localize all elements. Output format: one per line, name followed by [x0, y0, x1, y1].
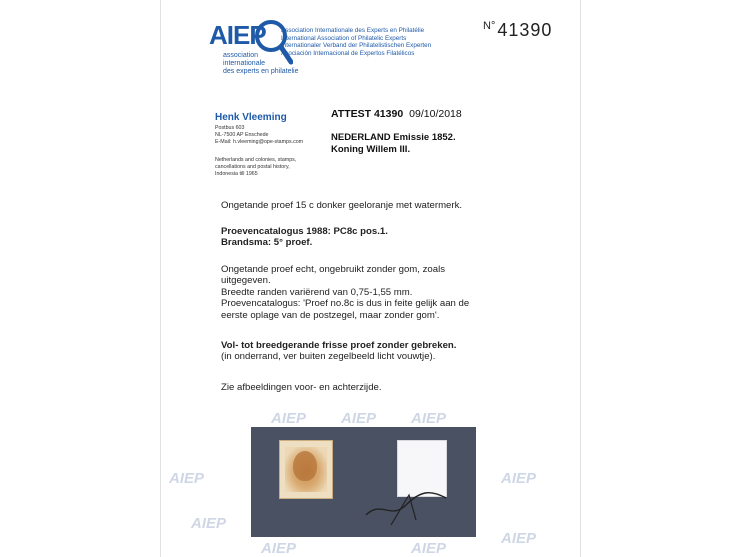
watermark-logo: AIEP	[411, 410, 447, 427]
signature-icon	[361, 470, 451, 530]
expert-name: Henk Vleeming	[215, 112, 287, 123]
expert-address: Postbus 603 NL-7500 AP Enschede E-Mail: h.vleeming@ope-stamps.com	[215, 125, 304, 145]
attest-date: 09/10/2018	[409, 108, 462, 120]
watermark-logo: AIEP	[501, 530, 537, 547]
watermark-logo: AIEP	[169, 470, 205, 487]
watermark-logo: AIEP	[501, 470, 537, 487]
expert-description: Netherlands and colonies, stamps, cancellations and postal history, Indonesia till 1965	[215, 157, 297, 177]
association-names: Association Internationale des Experts en Philatélie International Association of Philatelic Experts Internationaler Verband der Philatelistischen Experten Asociación Internacional de Expertos Filatélicos	[281, 27, 432, 57]
watermark-logo: AIEP	[191, 515, 227, 532]
stamp-front-image	[279, 440, 333, 499]
logo-text: AIEP	[209, 20, 266, 50]
description-paragraph: Ongetande proef 15 c donker geeloranje met watermerk.	[221, 200, 463, 211]
opinion-paragraph: Ongetande proef echt, ongebruikt zonder gom, zoals uitgegeven. Breedte randen variërend van 0,75-1,55 mm. Proevencatalogus: 'Proef no.8c is dus in feite gelijk aan de eerste oplage van de postzegel, maar zonder gom'.	[221, 264, 470, 321]
watermark-logo: AIEP	[411, 540, 447, 557]
certificate-number: $^{N^\circ}$ 41390	[483, 20, 553, 40]
logo-subtitle: association internationale des experts en philatelie	[223, 52, 299, 75]
watermark-logo: AIEP	[271, 410, 307, 427]
catalogue-paragraph: Proevencatalogus 1988: PC8c pos.1. Brandsma: 5° proef.	[221, 226, 388, 249]
certificate-sheet	[160, 0, 581, 557]
attest-heading: ATTEST 41390 09/10/2018	[331, 108, 462, 120]
watermark-logo: AIEP	[341, 410, 377, 427]
issue-title: NEDERLAND Emissie 1852. Koning Willem III.	[331, 132, 456, 155]
portrait-shape	[293, 451, 317, 481]
images-note: Zie afbeeldingen voor- en achterzijde.	[221, 382, 382, 393]
watermark-logo: AIEP	[261, 540, 297, 557]
condition-paragraph: Vol- tot breedgerande frisse proef zonder gebreken. (in onderrand, ver buiten zegelbeeld licht vouwtje).	[221, 340, 457, 363]
